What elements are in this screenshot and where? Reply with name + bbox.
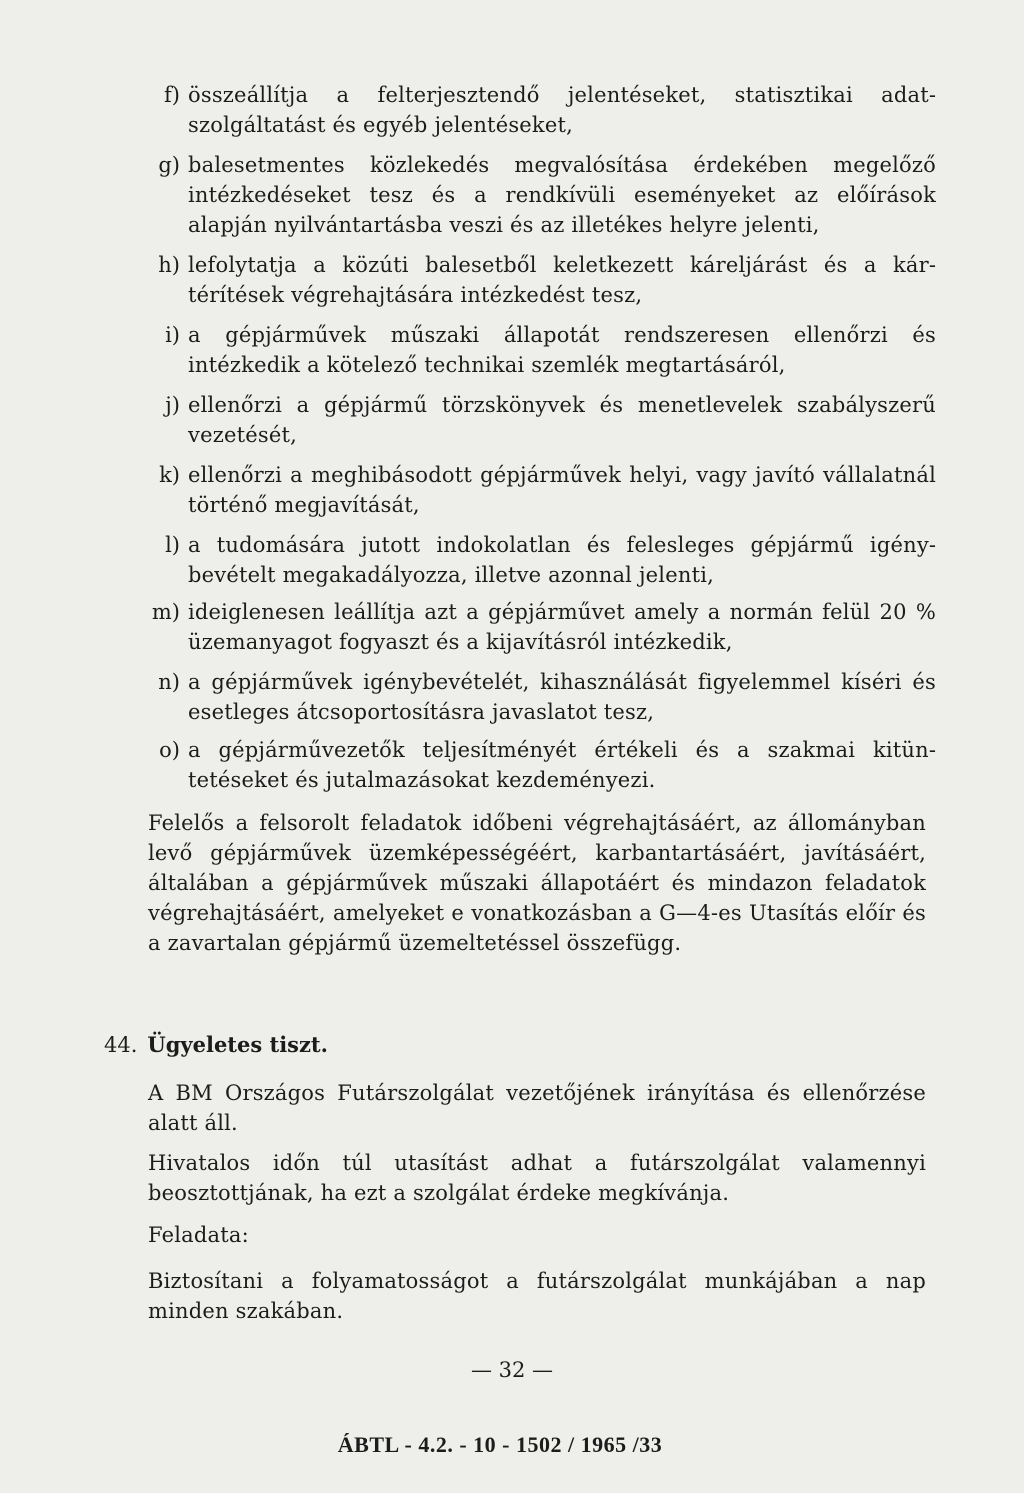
item-label: j) [165, 393, 180, 417]
item-label: l) [165, 533, 180, 557]
item-text: összeállítja a felterjesztendő jelentéseket, statisztikai adatszolgáltatást és egyéb jelentéseket, [188, 83, 936, 137]
list-item-h [146, 250, 936, 310]
item-text: ellenőrzi a gépjármű törzskönyvek és menetlevelek szabályszerű vezetését, [188, 393, 936, 447]
list-item-j [146, 390, 936, 450]
item-label: k) [159, 463, 180, 487]
item-label: o) [159, 738, 180, 762]
item-text: a gépjárművezetők teljesítményét értékeli és a szakmai kitüntetéseket és jutalmazásokat kezdeményezi. [188, 738, 936, 792]
list-item-o [146, 735, 936, 795]
list-item-i [146, 320, 936, 380]
item-text: balesetmentes közlekedés megvalósítása érdekében megelőző intézkedéseket tesz és a rendkívüli eseményeket az előírások alapján nyilvántartásba veszi és az illetékes helyre jelenti, [188, 153, 936, 237]
responsibility-paragraph: Felelős a felsorolt feladatok időbeni végrehajtásáért, az állományban levő gépjárművek üzemképességéért, karbantartásáért, javításáért, általában a gépjárművek műszaki állapotáért és mindazon feladatok végrehajtásáért, amelyeket e vonatkozásban a G—4-es Utasítás előír és a zavartalan gépjármű üzemeltetéssel összefügg. [148, 811, 926, 955]
item-label: i) [165, 323, 180, 347]
list-item-f [146, 80, 936, 140]
list-item-m [146, 597, 936, 657]
section-number: 44. [104, 1033, 138, 1057]
list-item-l [146, 530, 936, 590]
tasks-label: Feladata: [148, 1223, 249, 1247]
item-label: f) [164, 83, 180, 107]
item-label: g) [158, 153, 180, 177]
list-item-g [146, 150, 936, 240]
item-text: lefolytatja a közúti balesetből keletkezett káreljárást és a kártérítések végrehajtására intézkedést tesz, [188, 253, 936, 307]
section-paragraph-3: Biztosítani a folyamatosságot a futárszolgálat munkájában a nap minden szakában. [148, 1269, 926, 1323]
section-title: Ügyeletes tiszt. [147, 1032, 328, 1057]
item-label: m) [151, 600, 180, 624]
item-label: n) [158, 670, 180, 694]
section-paragraph-1: A BM Országos Futárszolgálat vezetőjének irányítása és ellenőrzése alatt áll. [148, 1081, 926, 1135]
archive-reference: ÁBTL - 4.2. - 10 - 1502 / 1965 /33 [337, 1432, 663, 1457]
item-label: h) [158, 253, 180, 277]
item-text: ideiglenesen leállítja azt a gépjárművet amely a normán felül 20 % üzemanyagot fogyaszt és a kijavításról intézkedik, [188, 600, 936, 654]
section-paragraph-2: Hivatalos időn túl utasítást adhat a futárszolgálat valamennyi beosztottjának, ha ezt a szolgálat érdeke megkívánja. [148, 1151, 926, 1205]
item-text: a gépjárművek műszaki állapotát rendszeresen ellenőrzi és intézkedik a kötelező technikai szemlék megtartásáról, [188, 323, 936, 377]
item-text: a gépjárművek igénybevételét, kihasználását figyelemmel kíséri és esetleges átcsoportosításra javaslatot tesz, [188, 670, 936, 724]
list-item-n [146, 667, 936, 727]
item-text: a tudomására jutott indokolatlan és felesleges gépjármű igénybevételt megakadályozza, illetve azonnal jelenti, [188, 533, 936, 587]
item-text: ellenőrzi a meghibásodott gépjárművek helyi, vagy javító vállalatnál történő megjavítását, [188, 463, 936, 517]
section-heading [104, 1032, 328, 1057]
list-item-k [146, 460, 936, 520]
page-number: — 32 — [470, 1358, 554, 1382]
